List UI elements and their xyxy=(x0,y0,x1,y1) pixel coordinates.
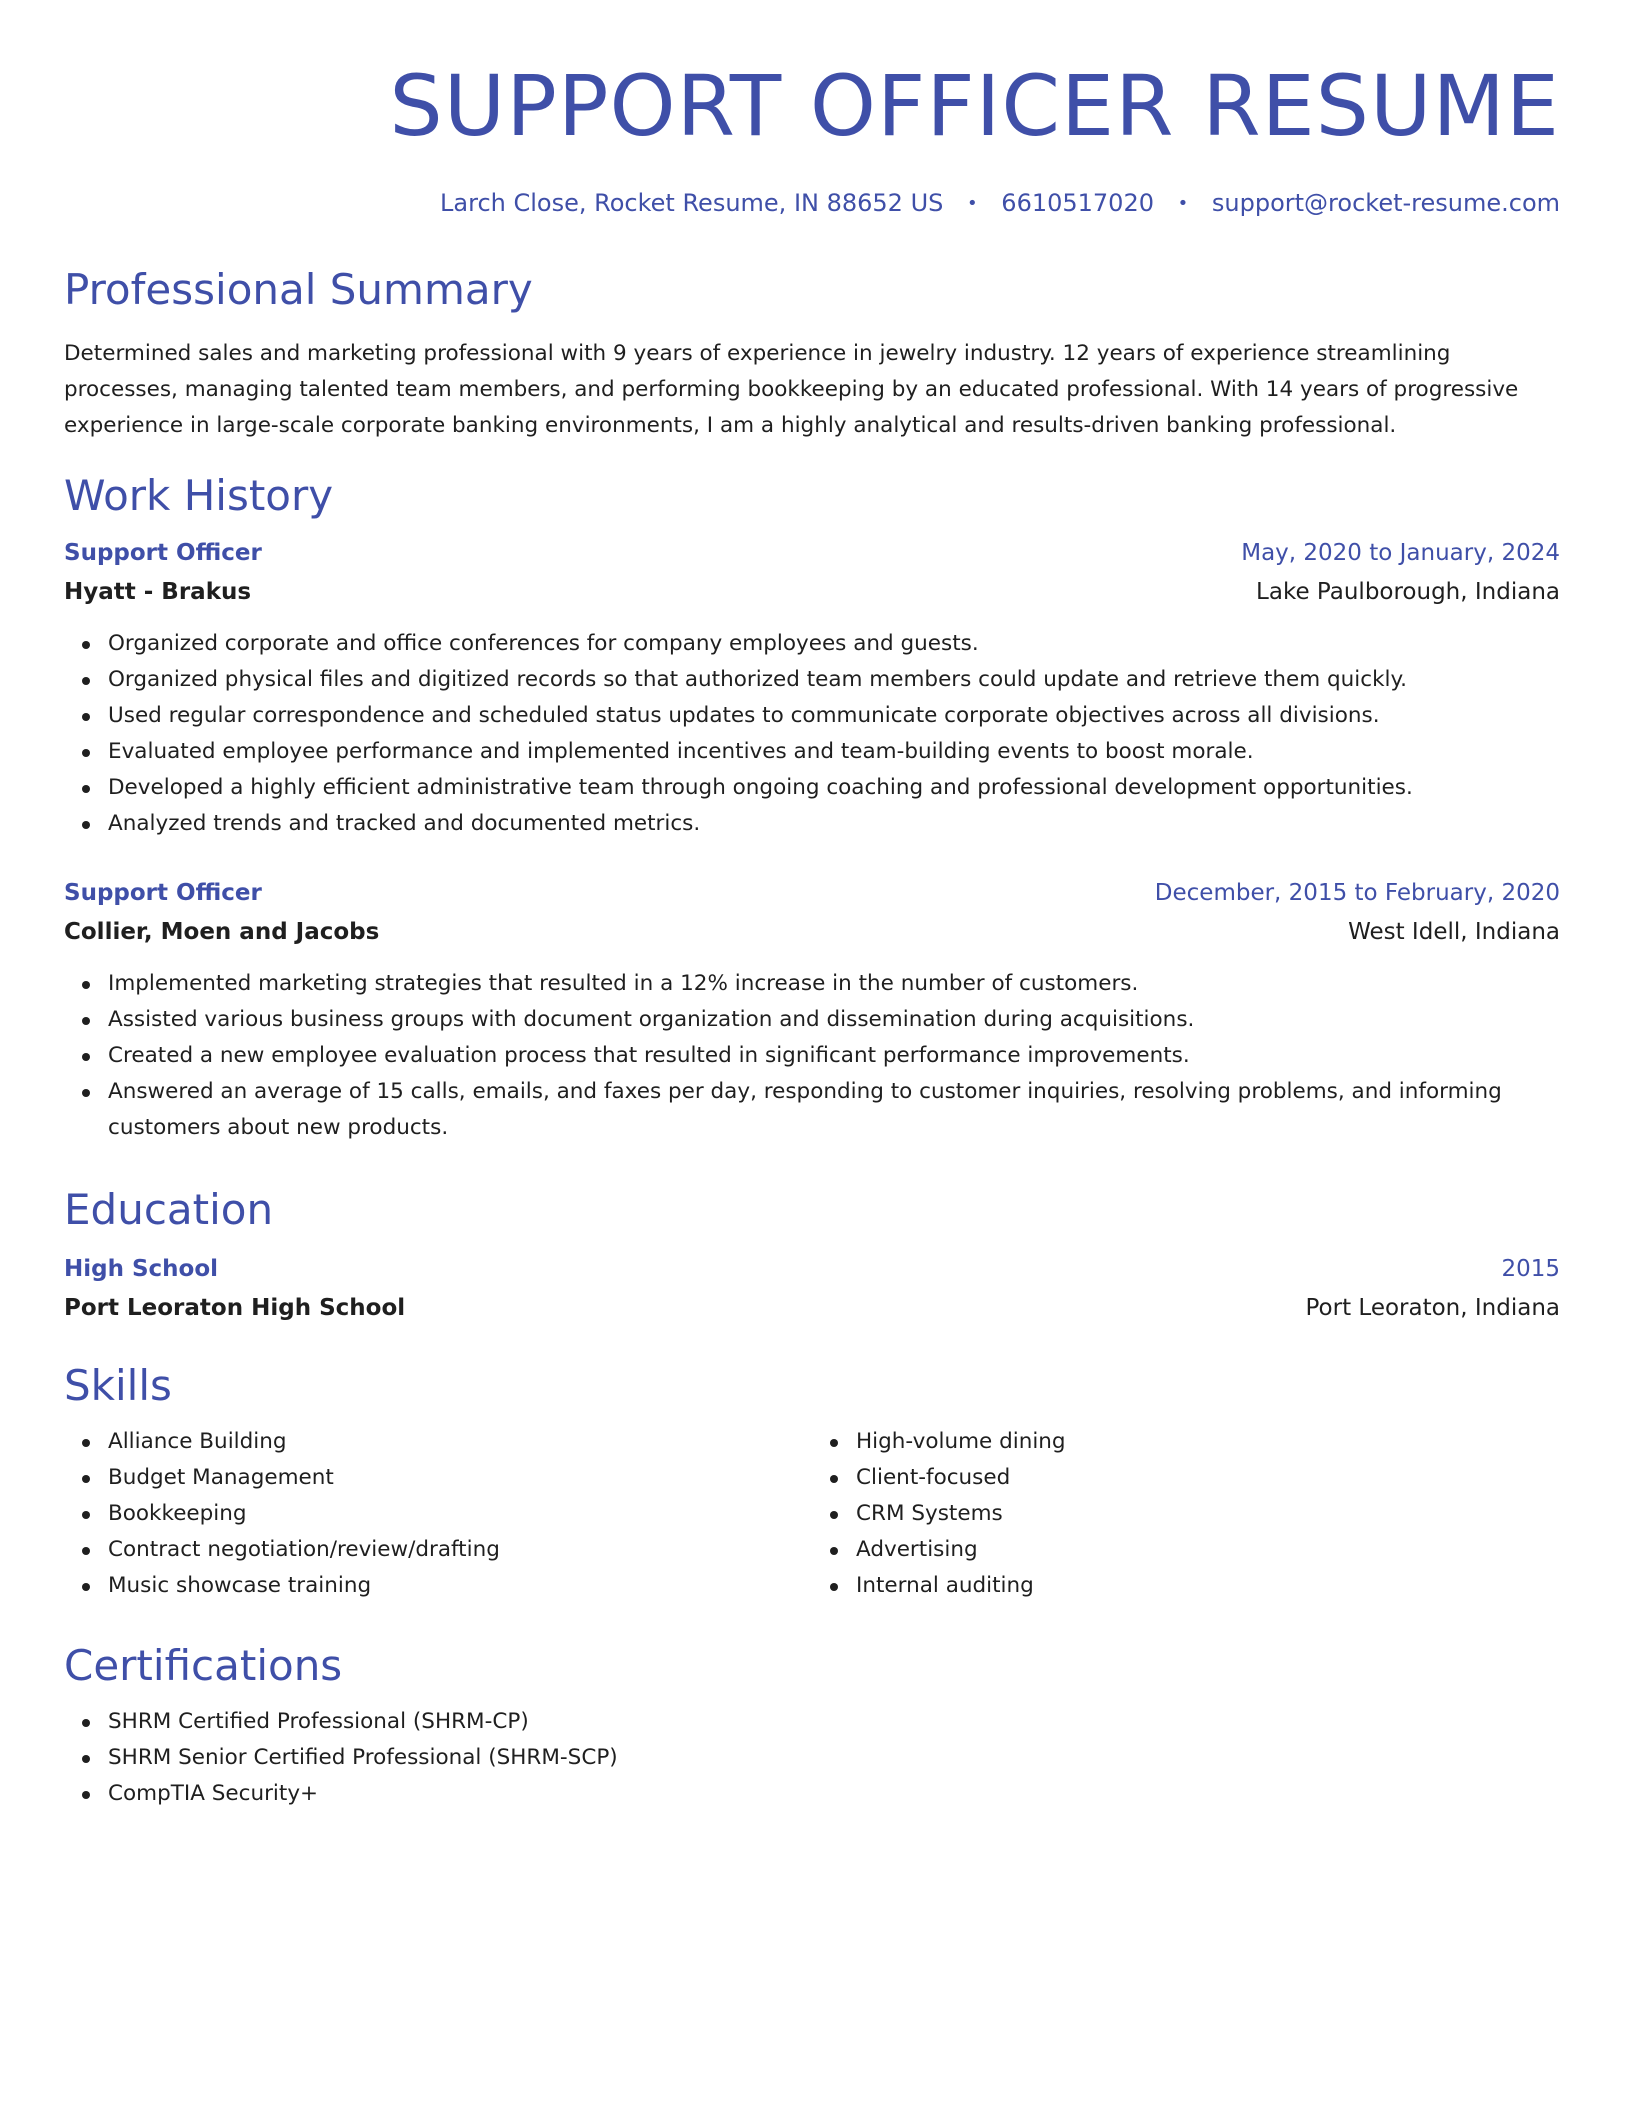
job-title: Support Officer xyxy=(64,880,262,906)
job-entry xyxy=(64,534,1560,842)
job-header-row xyxy=(64,534,1560,572)
education-section xyxy=(64,1184,1560,1328)
contact-phone: 6610517020 xyxy=(1001,189,1154,217)
professional-summary-section xyxy=(64,264,1560,444)
list-item: Alliance Building xyxy=(108,1424,812,1460)
job-location: Lake Paulborough, Indiana xyxy=(1256,579,1560,605)
section-heading-work: Work History xyxy=(64,471,334,520)
job-company: Collier, Moen and Jacobs xyxy=(64,919,380,945)
list-item: Assisted various business groups with document organization and dissemination during acquisitions. xyxy=(108,1002,1560,1038)
contact-separator: • xyxy=(1177,193,1189,214)
certifications-section xyxy=(64,1640,1560,1812)
contact-line xyxy=(64,186,1560,223)
list-item: Used regular correspondence and scheduled status updates to communicate corporate objectives across all divisions. xyxy=(108,698,1560,734)
list-item: Client-focused xyxy=(856,1460,1560,1496)
list-item: Organized corporate and office conferences for company employees and guests. xyxy=(108,626,1560,662)
skills-columns xyxy=(64,1424,1560,1604)
job-company-row xyxy=(64,912,1560,952)
job-bullet-list xyxy=(64,966,1560,1146)
contact-separator: • xyxy=(967,193,978,214)
certifications-list xyxy=(64,1704,1560,1812)
skills-list-right xyxy=(812,1424,1560,1604)
education-degree: High School xyxy=(64,1256,219,1282)
section-heading-summary: Professional Summary xyxy=(64,265,533,314)
list-item: High-volume dining xyxy=(856,1424,1560,1460)
list-item: Organized physical files and digitized records so that authorized team members could update and retrieve them quickly. xyxy=(108,662,1560,698)
job-header-row xyxy=(64,874,1560,912)
list-item: Developed a highly efficient administrative team through ongoing coaching and professional development opportunities. xyxy=(108,770,1560,806)
contact-email[interactable]: support@rocket-resume.com xyxy=(1211,189,1560,217)
list-item: Evaluated employee performance and implemented incentives and team-building events to boost morale. xyxy=(108,734,1560,770)
list-item: Implemented marketing strategies that resulted in a 12% increase in the number of customers. xyxy=(108,966,1560,1002)
education-location: Port Leoraton, Indiana xyxy=(1305,1295,1560,1321)
skills-section xyxy=(64,1360,1560,1604)
list-item: Answered an average of 15 calls, emails, and faxes per day, responding to customer inquiries, resolving problems, and informing customers about new products. xyxy=(108,1074,1560,1146)
job-title: Support Officer xyxy=(64,540,262,566)
skills-list-left xyxy=(64,1424,812,1604)
list-item: Contract negotiation/review/drafting xyxy=(108,1532,812,1568)
section-heading-education: Education xyxy=(64,1185,274,1234)
job-bullet-list xyxy=(64,626,1560,842)
list-item: Music showcase training xyxy=(108,1568,812,1604)
list-item: Budget Management xyxy=(108,1460,812,1496)
list-item: SHRM Certified Professional (SHRM-CP) xyxy=(108,1704,1560,1740)
resume-page xyxy=(64,0,1560,1806)
education-header-row xyxy=(64,1250,1560,1288)
list-item: CompTIA Security+ xyxy=(108,1776,1560,1812)
job-dates: December, 2015 to February, 2020 xyxy=(1154,880,1560,906)
section-heading-skills: Skills xyxy=(64,1361,172,1410)
work-history-section xyxy=(64,470,1560,1146)
job-location: West Idell, Indiana xyxy=(1348,919,1560,945)
job-entry xyxy=(64,874,1560,1146)
section-heading-certifications: Certifications xyxy=(64,1641,343,1690)
list-item: Created a new employee evaluation process that resulted in significant performance improvements. xyxy=(108,1038,1560,1074)
job-dates: May, 2020 to January, 2024 xyxy=(1241,540,1560,566)
contact-address: Larch Close, Rocket Resume, IN 88652 US xyxy=(440,189,944,217)
list-item: Analyzed trends and tracked and documented metrics. xyxy=(108,806,1560,842)
education-school: Port Leoraton High School xyxy=(64,1295,406,1321)
education-year: 2015 xyxy=(1501,1256,1560,1282)
education-entry xyxy=(64,1250,1560,1328)
education-school-row xyxy=(64,1288,1560,1328)
list-item: SHRM Senior Certified Professional (SHRM-SCP) xyxy=(108,1740,1560,1776)
list-item: Internal auditing xyxy=(856,1568,1560,1604)
job-company-row xyxy=(64,572,1560,612)
summary-text: Determined sales and marketing professional with 9 years of experience in jewelry industry. 12 years of experience streamlining processes, managing talented team members, and performing bookkeeping by an educated professional. With 14 years of progressive experience in large-scale corporate banking environments, I am a highly analytical and results-driven banking professional. xyxy=(64,341,1519,438)
resume-title: SUPPORT OFFICER RESUME xyxy=(389,57,1560,155)
list-item: Bookkeeping xyxy=(108,1496,812,1532)
job-company: Hyatt - Brakus xyxy=(64,579,252,605)
list-item: CRM Systems xyxy=(856,1496,1560,1532)
list-item: Advertising xyxy=(856,1532,1560,1568)
